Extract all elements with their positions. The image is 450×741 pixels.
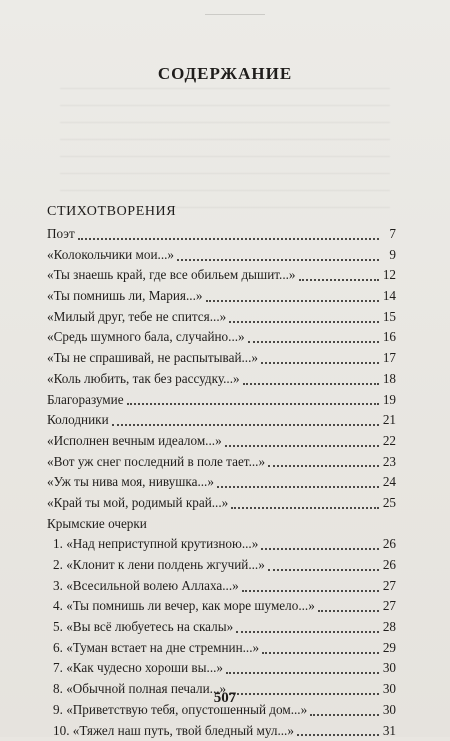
toc-entry-title: Крымские очерки [47, 514, 147, 535]
toc-entry-title: 10. «Тяжел наш путь, твой бледный мул...» [47, 721, 294, 741]
toc-entry [47, 307, 396, 328]
dot-leader [261, 361, 379, 364]
toc-entry [47, 390, 396, 411]
toc-entry-page: 28 [382, 617, 396, 638]
page-number: 507 [0, 690, 450, 707]
toc-entry-page: 26 [382, 555, 396, 576]
dot-leader [297, 733, 379, 736]
toc-entry-title: 9. «Приветствую тебя, опустошенный дом...» [47, 700, 307, 721]
toc-entry-title: «Исполнен вечным идеалом...» [47, 431, 222, 452]
dot-leader [127, 402, 379, 405]
toc-entry [47, 638, 396, 659]
toc-entry-page: 25 [382, 493, 396, 514]
toc-entry-page: 21 [382, 410, 396, 431]
dot-leader [310, 713, 379, 716]
toc-entry [47, 431, 396, 452]
toc-entry-page: 15 [382, 307, 396, 328]
toc-entry [47, 555, 396, 576]
toc-entry-page: 16 [382, 327, 396, 348]
toc-entry [47, 348, 396, 369]
bleed-through-text [60, 78, 390, 218]
toc-entry [47, 327, 396, 348]
toc-entry-title: «Колокольчики мои...» [47, 245, 174, 266]
toc-entry-title: Благоразумие [47, 390, 124, 411]
toc-entry [47, 576, 396, 597]
toc-entry [47, 596, 396, 617]
toc-entry-title: «Уж ты нива моя, нивушка...» [47, 472, 214, 493]
toc-entry-page: 30 [382, 679, 396, 700]
toc-entry-page: 9 [382, 245, 396, 266]
toc-entry [47, 224, 396, 245]
dot-leader [242, 589, 379, 592]
dot-leader [78, 237, 379, 240]
toc-entry-page: 17 [382, 348, 396, 369]
toc-entry-page: 23 [382, 452, 396, 473]
toc-entry-page: 26 [382, 534, 396, 555]
toc-entry [47, 286, 396, 307]
dot-leader [112, 423, 379, 426]
toc-entry-title: «Вот уж снег последний в поле тает...» [47, 452, 265, 473]
toc-entry [47, 514, 396, 535]
toc-entry-page: 24 [382, 472, 396, 493]
toc-entry [47, 721, 396, 741]
table-of-contents [47, 224, 396, 741]
toc-entry [47, 617, 396, 638]
toc-entry [47, 472, 396, 493]
toc-entry [47, 658, 396, 679]
toc-entry-page: 30 [382, 658, 396, 679]
toc-entry [47, 369, 396, 390]
dot-leader [248, 340, 379, 343]
toc-entry-page: 22 [382, 431, 396, 452]
toc-entry [47, 452, 396, 473]
toc-entry-title: 5. «Вы всё любуетесь на скалы» [47, 617, 233, 638]
dot-leader [150, 527, 379, 528]
toc-entry-page: 27 [382, 596, 396, 617]
toc-entry-title: 3. «Всесильной волею Аллаха...» [47, 576, 239, 597]
toc-entry-title: 7. «Как чудесно хороши вы...» [47, 658, 223, 679]
page-title: СОДЕРЖАНИЕ [0, 64, 450, 84]
toc-entry-page: 12 [382, 265, 396, 286]
dot-leader [268, 464, 379, 467]
toc-entry-page: 18 [382, 369, 396, 390]
dot-leader [206, 299, 380, 302]
toc-entry-title: «Ты помнишь ли, Мария...» [47, 286, 203, 307]
dot-leader [225, 444, 379, 447]
toc-entry-title: «Ты знаешь край, где все обильем дышит...» [47, 265, 296, 286]
dot-leader [262, 651, 379, 654]
toc-entry-title: 6. «Туман встает на дне стремнин...» [47, 638, 259, 659]
section-heading: СТИХОТВОРЕНИЯ [47, 204, 176, 220]
dot-leader [217, 485, 379, 488]
dot-leader [236, 630, 379, 633]
dot-leader [243, 382, 379, 385]
toc-entry-title: «Средь шумного бала, случайно...» [47, 327, 245, 348]
dot-leader [226, 671, 379, 674]
toc-entry [47, 265, 396, 286]
toc-entry-title: 8. «Обычной полная печали...» [47, 679, 226, 700]
dot-leader [261, 547, 379, 550]
running-head-bleed [205, 6, 265, 15]
toc-entry-title: «Коль любить, так без рассудку...» [47, 369, 240, 390]
toc-entry-page: 30 [382, 700, 396, 721]
dot-leader [299, 278, 379, 281]
toc-entry-title: «Край ты мой, родимый край...» [47, 493, 228, 514]
toc-entry-title: 1. «Над неприступной крутизною...» [47, 534, 258, 555]
toc-entry-title: Поэт [47, 224, 75, 245]
dot-leader [268, 568, 379, 571]
dot-leader [229, 320, 379, 323]
toc-entry-page: 19 [382, 390, 396, 411]
toc-entry [47, 534, 396, 555]
toc-entry-title: 2. «Клонит к лени полдень жгучий...» [47, 555, 265, 576]
toc-entry-title: Колодники [47, 410, 109, 431]
dot-leader [231, 506, 379, 509]
toc-entry-title: 4. «Ты помнишь ли вечер, как море шумело...» [47, 596, 315, 617]
toc-entry-page: 7 [382, 224, 396, 245]
toc-entry [47, 245, 396, 266]
toc-entry-page: 29 [382, 638, 396, 659]
toc-entry-title: «Милый друг, тебе не спится...» [47, 307, 226, 328]
toc-entry [47, 410, 396, 431]
toc-entry-page: 14 [382, 286, 396, 307]
toc-entry-page: 27 [382, 576, 396, 597]
dot-leader [318, 609, 379, 612]
toc-entry-page: 31 [382, 721, 396, 741]
toc-entry-title: «Ты не спрашивай, не распытывай...» [47, 348, 258, 369]
toc-entry [47, 493, 396, 514]
dot-leader [177, 258, 379, 261]
